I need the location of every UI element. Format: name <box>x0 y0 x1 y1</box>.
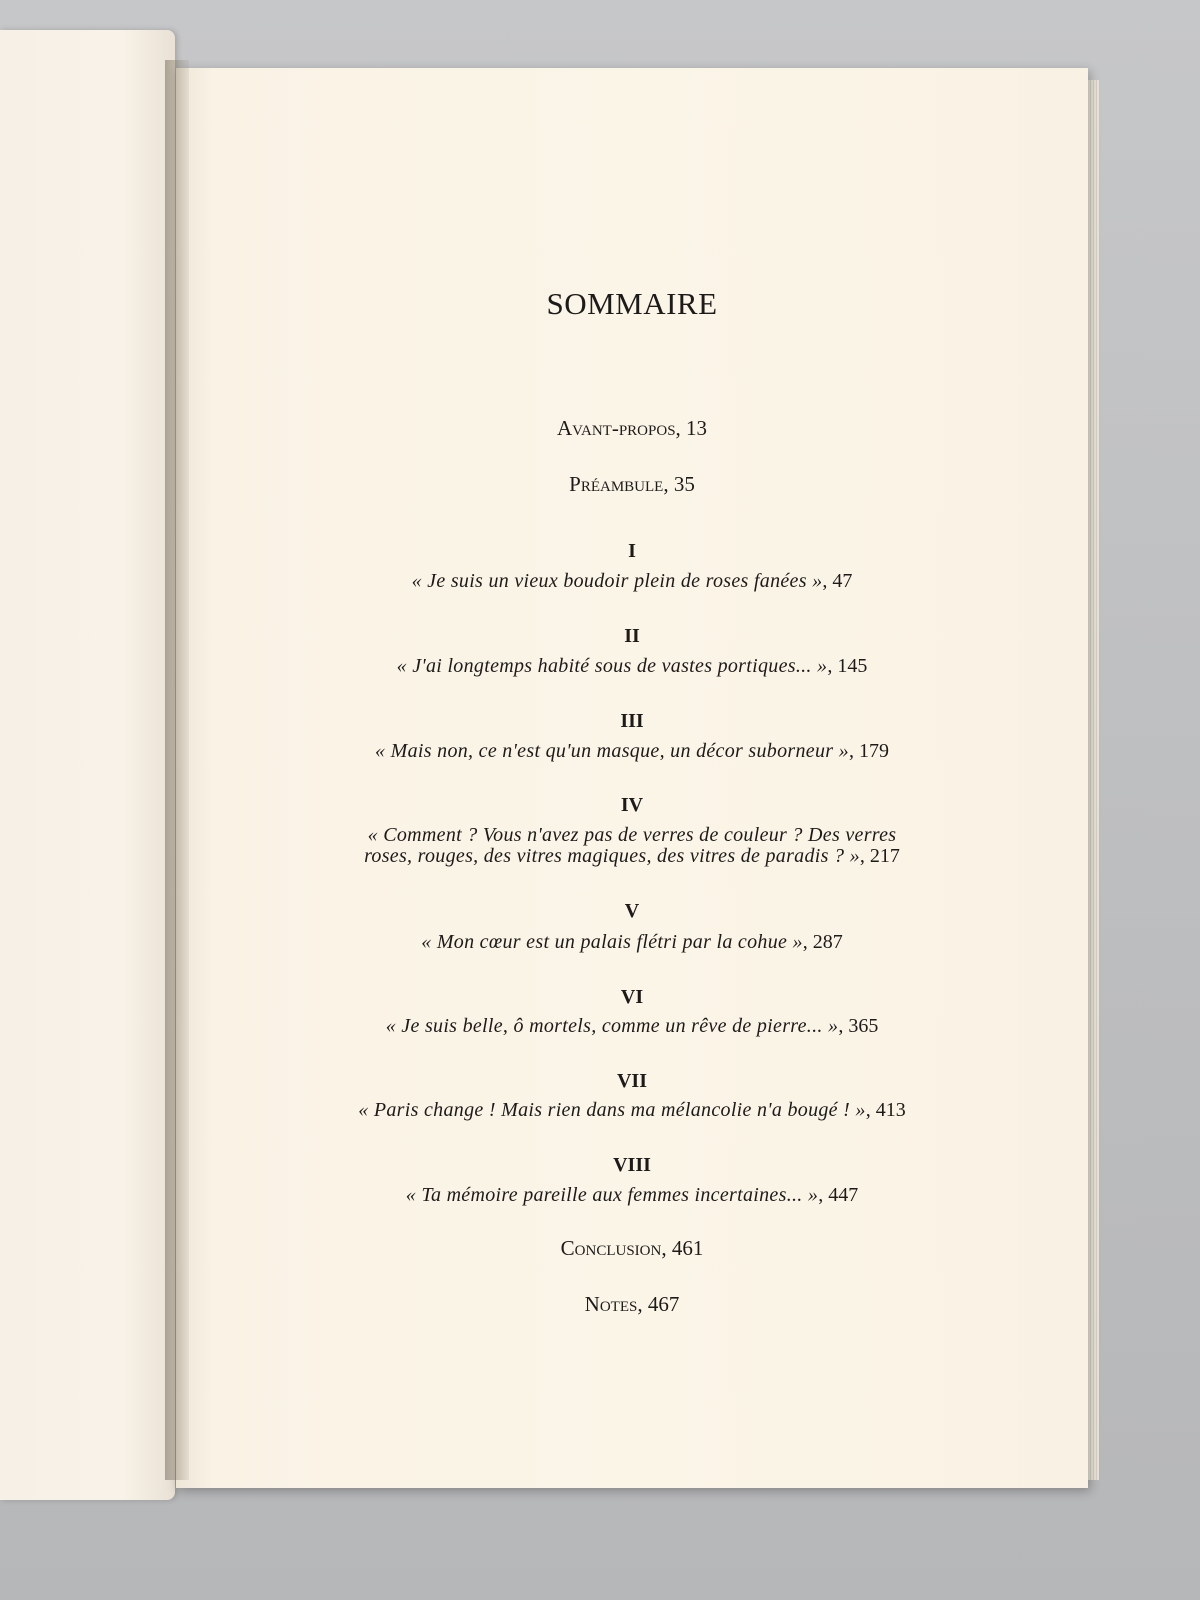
toc-entry-notes: Notes, 467 <box>584 1292 680 1316</box>
chapter-quote: « Mon cœur est un palais flétri par la cohue » <box>421 931 803 953</box>
chapter-quote: « Je suis un vieux boudoir plein de roses fanées » <box>411 570 823 592</box>
chapter-numeral-iv: IV <box>620 794 644 816</box>
book-gutter <box>165 60 189 1480</box>
entry-label: Préambule <box>569 472 664 496</box>
toc-entry-conclusion: Conclusion, 461 <box>560 1236 704 1260</box>
chapter-entry-iii: « Mais non, ce n'est qu'un masque, un décor suborneur », 179 <box>375 740 889 762</box>
chapter-entry-ii: « J'ai longtemps habité sous de vastes portiques... », 145 <box>396 655 868 677</box>
toc-entry-avant-propos: Avant-propos, 13 <box>556 416 708 440</box>
chapter-numeral-vi: VI <box>620 986 644 1008</box>
toc-title: SOMMAIRE <box>546 286 718 321</box>
entry-page: 35 <box>673 472 695 496</box>
chapter-page: 413 <box>875 1099 906 1121</box>
chapter-quote: « Je suis belle, ô mortels, comme un rêve de pierre... » <box>385 1015 839 1037</box>
entry-page: 467 <box>647 1292 680 1316</box>
chapter-entry-i: « Je suis un vieux boudoir plein de roses fanées », 47 <box>411 570 853 592</box>
chapter-entry-vii: « Paris change ! Mais rien dans ma mélancolie n'a bougé ! », 413 <box>358 1099 906 1121</box>
chapter-page: 217 <box>869 845 900 867</box>
chapter-quote: « Ta mémoire pareille aux femmes incertaines... » <box>405 1184 819 1206</box>
chapter-page: 179 <box>858 740 889 762</box>
entry-page: 461 <box>671 1236 704 1260</box>
chapter-numeral-iii: III <box>620 710 644 732</box>
chapter-quote: « J'ai longtemps habité sous de vastes portiques... » <box>396 655 828 677</box>
chapter-page: 447 <box>828 1184 859 1206</box>
chapter-quote: « Comment ? Vous n'avez pas de verres de couleur ? Des verres <box>367 824 897 846</box>
chapter-entry-v: « Mon cœur est un palais flétri par la cohue », 287 <box>421 931 843 953</box>
chapter-quote: « Mais non, ce n'est qu'un masque, un décor suborneur » <box>375 740 849 762</box>
right-page <box>176 68 1088 1488</box>
chapter-quote: « Paris change ! Mais rien dans ma mélancolie n'a bougé ! » <box>358 1099 866 1121</box>
chapter-numeral-v: V <box>624 900 640 922</box>
entry-label: Notes <box>584 1292 638 1316</box>
chapter-numeral-viii: VIII <box>613 1154 651 1176</box>
entry-label: Avant-propos <box>556 416 676 440</box>
chapter-numeral-ii: II <box>624 625 640 647</box>
chapter-entry-iv-line1 <box>176 824 1088 846</box>
entry-label: Conclusion <box>560 1236 662 1260</box>
chapter-quote: roses, rouges, des vitres magiques, des vitres de paradis ? » <box>364 845 860 867</box>
left-page <box>0 30 175 1500</box>
chapter-entry-viii: « Ta mémoire pareille aux femmes incertaines... », 447 <box>405 1184 859 1206</box>
chapter-entry-vi: « Je suis belle, ô mortels, comme un rêve de pierre... », 365 <box>385 1015 879 1037</box>
chapter-page: 365 <box>848 1015 879 1037</box>
chapter-page: 145 <box>837 655 868 677</box>
chapter-page: 47 <box>832 570 853 592</box>
chapter-numeral-i: I <box>628 540 636 562</box>
entry-page: 13 <box>686 416 708 440</box>
toc-entry-preambule: Préambule, 35 <box>569 472 695 496</box>
chapter-numeral-vii: VII <box>616 1070 647 1092</box>
chapter-page: 287 <box>812 931 843 953</box>
chapter-entry-iv-line2: roses, rouges, des vitres magiques, des vitres de paradis ? », 217 <box>364 845 900 867</box>
